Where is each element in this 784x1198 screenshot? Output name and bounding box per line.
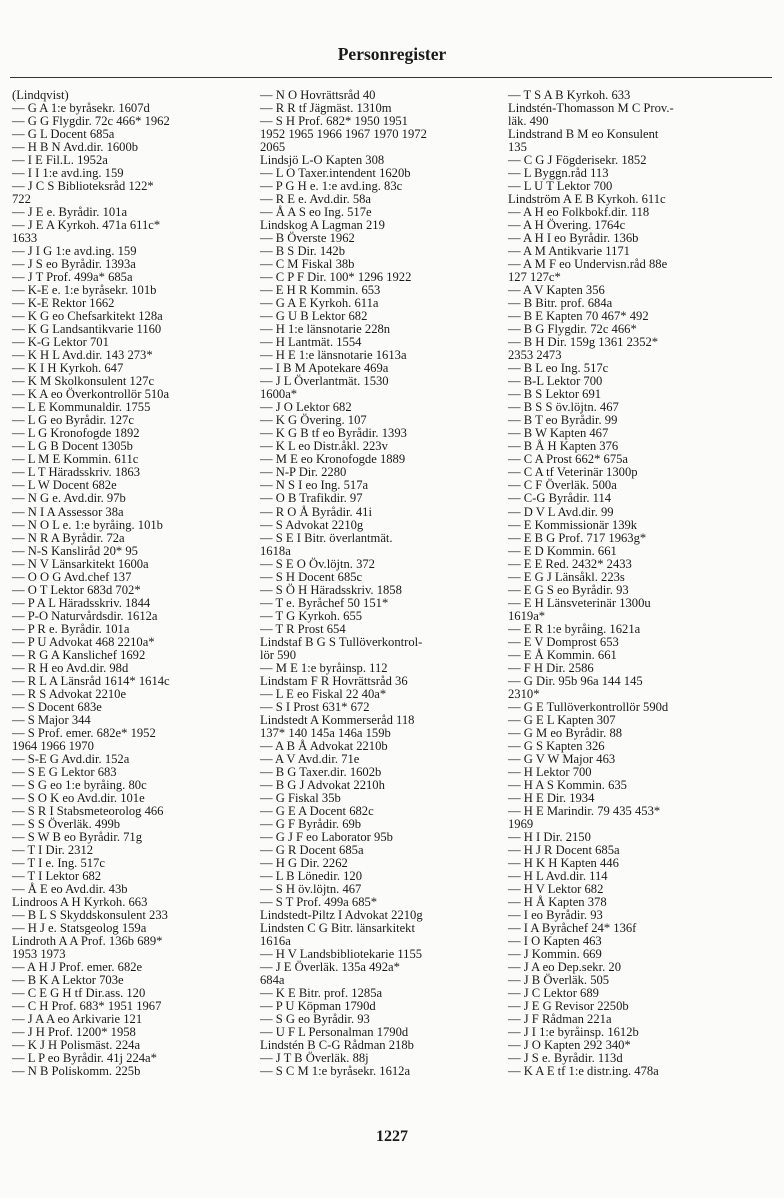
index-entry-line: — I eo Byrådir. 93 xyxy=(508,907,603,922)
index-entry-line: — S Ö H Häradsskriv. 1858 xyxy=(260,582,402,597)
index-entry-line: — B L eo Ing. 517c xyxy=(508,361,609,376)
index-entry-line: — I O Kapten 463 xyxy=(508,934,602,949)
index-entry-line: — E G J Länsåkl. 223s xyxy=(508,569,625,584)
index-entry-line: — R S Advokat 2210e xyxy=(12,686,127,701)
index-entry-line: — G Fiskal 35b xyxy=(260,790,341,805)
index-entry-line: — G F Byrådir. 69b xyxy=(260,816,362,831)
index-entry-line: Lindroth A A Prof. 136b 689* xyxy=(12,934,163,949)
index-entry-line: — K-E e. 1:e byråsekr. 101b xyxy=(12,283,157,298)
index-entry-line: 1952 1965 1966 1967 1970 1972 xyxy=(260,127,427,142)
index-entry-line: — C P F Dir. 100* 1296 1922 xyxy=(260,270,412,285)
index-entry-line: — J I G 1:e avd.ing. 159 xyxy=(12,244,137,259)
index-entry-line: — F H Dir. 2586 xyxy=(508,660,594,675)
index-entry-line: — L U T Lektor 700 xyxy=(508,179,613,194)
index-entry-line: — J A eo Dep.sekr. 20 xyxy=(508,960,621,975)
index-entry-line: 1616a xyxy=(260,934,291,949)
index-entry-line: — S C M 1:e byråsekr. 1612a xyxy=(260,1064,411,1079)
index-entry-line: Lindström A E B Kyrkoh. 611c xyxy=(508,192,666,207)
index-column-3 xyxy=(508,89,774,1078)
index-entry-line: — J I 1:e byråinsp. 1612b xyxy=(508,1025,639,1040)
index-entry-line: — E Å Kommin. 661 xyxy=(508,647,617,662)
index-entry-line: — L B Lönedir. 120 xyxy=(260,868,363,883)
index-entry-line: — J E G Revisor 2250b xyxy=(508,999,629,1014)
index-entry-line: — H Lantmät. 1554 xyxy=(260,335,362,350)
index-entry-line: — B L S Skyddskonsulent 233 xyxy=(12,907,168,922)
index-entry-line: — N O Hovrättsråd 40 xyxy=(260,88,376,102)
index-entry-line: — B T eo Byrådir. 99 xyxy=(508,413,618,428)
index-entry-line: — S Docent 683e xyxy=(12,699,102,714)
index-entry-line: — E B G Prof. 717 1963g* xyxy=(508,530,647,545)
index-entry-line: Lindstedt A Kommerseråd 118 xyxy=(260,712,415,727)
index-entry-line: 1964 1966 1970 xyxy=(12,738,94,753)
index-entry-line: — T I e. Ing. 517c xyxy=(12,855,105,870)
index-entry-line: — P-O Naturvårdsdir. 1612a xyxy=(12,608,158,623)
index-entry-line: — B G J Advokat 2210h xyxy=(260,777,385,792)
index-entry-line: — B H Dir. 159g 1361 2352* xyxy=(508,335,659,350)
index-entry-line: — H Å Kapten 378 xyxy=(508,894,607,909)
index-entry-line: — L G Kronofogde 1892 xyxy=(12,426,140,441)
index-entry-line: — S-E G Avd.dir. 152a xyxy=(12,751,130,766)
index-entry-line: 1953 1973 xyxy=(12,947,66,962)
index-entry-line: — L T Häradsskriv. 1863 xyxy=(12,465,141,480)
index-entry-line: — J S e. Byrådir. 113d xyxy=(508,1051,623,1066)
index-entry-line: — A M F eo Undervisn.råd 88e xyxy=(508,257,668,272)
index-entry-line: — Å E eo Avd.dir. 43b xyxy=(12,881,128,896)
index-entry-line: — C G J Fögderisekr. 1852 xyxy=(508,153,647,168)
index-entry-line: — R H eo Avd.dir. 98d xyxy=(12,660,129,675)
index-entry-line: — N R A Byrådir. 72a xyxy=(12,530,125,545)
index-entry-line: — E D Kommin. 661 xyxy=(508,543,617,558)
index-entry-line: — J O Lektor 682 xyxy=(260,400,352,415)
index-entry-line: Lindskog A Lagman 219 xyxy=(260,218,385,233)
index-entry-line: — C A tf Veterinär 1300p xyxy=(508,465,638,480)
index-entry-line: — A H eo Folkbokf.dir. 118 xyxy=(508,205,650,220)
index-entry-line: 722 xyxy=(12,192,31,207)
index-entry-line: — L G B Docent 1305b xyxy=(12,439,133,454)
index-entry-line: — J F Rådman 221a xyxy=(508,1012,612,1027)
index-entry-line: — G R Docent 685a xyxy=(260,842,364,857)
index-entry-line: — L Byggn.råd 113 xyxy=(508,166,609,181)
index-entry-line: — B W Kapten 467 xyxy=(508,426,609,441)
index-entry-line: — J E A Kyrkoh. 471a 611c* xyxy=(12,218,161,233)
index-entry-line: — T R Prost 654 xyxy=(260,621,346,636)
index-entry-line: — G Dir. 95b 96a 144 145 xyxy=(508,673,643,688)
index-entry-line: — B-L Lektor 700 xyxy=(508,374,603,389)
index-entry-line: — A V Avd.dir. 71e xyxy=(260,751,360,766)
index-entry-line: — S G eo Byrådir. 93 xyxy=(260,1012,370,1027)
index-entry-line: (Lindqvist) xyxy=(12,88,69,102)
index-entry-line: — S T Prof. 499a 685* xyxy=(260,894,378,909)
index-entry-line: — S Advokat 2210g xyxy=(260,517,364,532)
index-entry-line: — K J H Polismäst. 224a xyxy=(12,1038,141,1053)
index-entry-line: — S Major 344 xyxy=(12,712,91,727)
index-entry-line: Lindstaf B G S Tullöverkontrol- xyxy=(260,634,423,649)
index-entry-line: — C F Överläk. 500a xyxy=(508,478,617,493)
index-entry-line: — E H R Kommin. 653 xyxy=(260,283,381,298)
index-entry-line: — M E eo Kronofogde 1889 xyxy=(260,452,406,467)
index-entry-line: — J T Prof. 499a* 685a xyxy=(12,270,133,285)
index-entry-line: — J B Överläk. 505 xyxy=(508,973,610,988)
index-entry-line: — T e. Byråchef 50 151* xyxy=(260,595,389,610)
index-entry-line: — L E eo Fiskal 22 40a* xyxy=(260,686,387,701)
index-entry-line: — G E L Kapten 307 xyxy=(508,712,616,727)
index-entry-line: 137* 140 145a 146a 159b xyxy=(260,725,391,740)
index-entry-line: — H J R Docent 685a xyxy=(508,842,620,857)
index-entry-line: — H A S Kommin. 635 xyxy=(508,777,627,792)
index-entry-line: — K L eo Distr.åkl. 223v xyxy=(260,439,388,454)
index-entry-line: — S S Överläk. 499b xyxy=(12,816,121,831)
index-entry-line: — J Kommin. 669 xyxy=(508,947,602,962)
index-entry-line: — K M Skolkonsulent 127c xyxy=(12,374,155,389)
index-entry-line: — H B N Avd.dir. 1600b xyxy=(12,140,139,155)
index-entry-line: Lindroos A H Kyrkoh. 663 xyxy=(12,894,148,909)
index-entry-line: — S R I Stabsmeteorolog 466 xyxy=(12,803,164,818)
index-entry-line: — P U Advokat 468 2210a* xyxy=(12,634,155,649)
index-entry-line: — O T Lektor 683d 702* xyxy=(12,582,141,597)
index-entry-line: — I I 1:e avd.ing. 159 xyxy=(12,166,124,181)
index-entry-line: — S E I Bitr. överlantmät. xyxy=(260,530,393,545)
index-entry-line: — K G Landsantikvarie 1160 xyxy=(12,322,162,337)
index-entry-line: — R R tf Jägmäst. 1310m xyxy=(260,101,392,116)
index-entry-line: 1600a* xyxy=(260,387,298,402)
index-entry-line: 2065 xyxy=(260,140,286,155)
index-entry-line: lör 590 xyxy=(260,647,297,662)
index-entry-line: — B G Taxer.dir. 1602b xyxy=(260,764,382,779)
index-entry-line: — T G Kyrkoh. 655 xyxy=(260,608,363,623)
index-entry-line: — S I Prost 631* 672 xyxy=(260,699,370,714)
header-rule xyxy=(10,77,772,78)
index-entry-line: 1618a xyxy=(260,543,291,558)
index-entry-line: — S G eo 1:e byråing. 80c xyxy=(12,777,147,792)
index-entry-line: — K H L Avd.dir. 143 273* xyxy=(12,348,153,363)
index-entry-line: — L M E Kommin. 611c xyxy=(12,452,139,467)
index-entry-line: — T I Lektor 682 xyxy=(12,868,102,883)
index-entry-line: — N-S Kansliråd 20* 95 xyxy=(12,543,138,558)
index-entry-line: — I B M Apotekare 469a xyxy=(260,361,389,376)
index-entry-line: Lindstén B C-G Rådman 218b xyxy=(260,1038,414,1053)
index-entry-line: — I E Fil.L. 1952a xyxy=(12,153,108,168)
index-entry-line: — N B Poliskomm. 225b xyxy=(12,1064,141,1079)
index-entry-line: — H E Dir. 1934 xyxy=(508,790,595,805)
index-entry-line: — H V Lektor 682 xyxy=(508,881,604,896)
index-entry-line: — A H I eo Byrådir. 136b xyxy=(508,231,639,246)
index-entry-line: — G V W Major 463 xyxy=(508,751,616,766)
index-entry-line: — T I Dir. 2312 xyxy=(12,842,94,857)
index-entry-line: — A B Å Advokat 2210b xyxy=(260,738,388,753)
index-entry-line: 1633 xyxy=(12,231,38,246)
index-entry-line: — H 1:e länsnotarie 228n xyxy=(260,322,391,337)
index-entry-line: — J A A eo Arkivarie 121 xyxy=(12,1012,143,1027)
index-entry-line: — L G eo Byrådir. 127c xyxy=(12,413,134,428)
index-entry-line: — L P eo Byrådir. 41j 224a* xyxy=(12,1051,157,1066)
index-entry-line: — E E Red. 2432* 2433 xyxy=(508,556,632,571)
index-entry-line: Lindstam F R Hovrättsråd 36 xyxy=(260,673,408,688)
index-entry-line: — G J F eo Laborator 95b xyxy=(260,829,393,844)
index-entry-line: — N G e. Avd.dir. 97b xyxy=(12,491,126,506)
index-entry-line: — J O Kapten 292 340* xyxy=(508,1038,631,1053)
index-entry-line: — P G H e. 1:e avd.ing. 83c xyxy=(260,179,403,194)
index-entry-line: — B Bitr. prof. 684a xyxy=(508,296,613,311)
index-entry-line: — O O G Avd.chef 137 xyxy=(12,569,132,584)
index-entry-line: — L W Docent 682e xyxy=(12,478,117,493)
index-entry-line: — J H Prof. 1200* 1958 xyxy=(12,1025,136,1040)
index-entry-line: 135 xyxy=(508,140,527,155)
index-entry-line: — N-P Dir. 2280 xyxy=(260,465,347,480)
index-entry-line: — G A E Kyrkoh. 611a xyxy=(260,296,379,311)
index-entry-line: — R G A Kanslichef 1692 xyxy=(12,647,146,662)
index-entry-line: — E H Länsveterinär 1300u xyxy=(508,595,651,610)
index-entry-line: — K-G Lektor 701 xyxy=(12,335,109,350)
index-entry-line: 2353 2473 xyxy=(508,348,562,363)
index-entry-line: — N I A Assessor 38a xyxy=(12,504,124,519)
index-entry-line: — S H Docent 685c xyxy=(260,569,363,584)
index-entry-line: läk. 490 xyxy=(508,114,549,129)
index-entry-line: — K I H Kyrkoh. 647 xyxy=(12,361,124,376)
index-entry-line: — S O K eo Avd.dir. 101e xyxy=(12,790,145,805)
index-entry-line: — B E Kapten 70 467* 492 xyxy=(508,309,649,324)
index-entry-line: — J C S Biblioteksråd 122* xyxy=(12,179,154,194)
index-entry-line: — D V L Avd.dir. 99 xyxy=(508,504,614,519)
index-entry-line: Lindstrand B M eo Konsulent xyxy=(508,127,659,142)
index-entry-line: — G E Tullöverkontrollör 590d xyxy=(508,699,669,714)
index-entry-line: — B S S öv.löjtn. 467 xyxy=(508,400,619,415)
index-entry-line: Lindsjö L-O Kapten 308 xyxy=(260,153,385,168)
index-entry-line: — K A E tf 1:e distr.ing. 478a xyxy=(508,1064,659,1079)
index-entry-line: — S H Prof. 682* 1950 1951 xyxy=(260,114,408,129)
index-entry-line: — A V Kapten 356 xyxy=(508,283,605,298)
index-column-1 xyxy=(12,89,257,1078)
index-entry-line: — G E A Docent 682c xyxy=(260,803,374,818)
index-entry-line: — K-E Rektor 1662 xyxy=(12,296,115,311)
page-header-title: Personregister xyxy=(337,44,447,64)
index-entry-line: — C-G Byrådir. 114 xyxy=(508,491,612,506)
index-entry-line: — C H Prof. 683* 1951 1967 xyxy=(12,999,162,1014)
index-entry-line: — H V Landsbibliotekarie 1155 xyxy=(260,947,423,962)
index-entry-line: Lindsten C G Bitr. länsarkitekt xyxy=(260,921,415,935)
index-entry-line: 2310* xyxy=(508,686,540,701)
index-entry-line: — H K H Kapten 446 xyxy=(508,855,619,870)
index-entry-line: — A M Antikvarie 1171 xyxy=(508,244,630,259)
index-entry-line: — G G Flygdir. 72c 466* 1962 xyxy=(12,114,170,129)
index-entry-line: — H I Dir. 2150 xyxy=(508,829,591,844)
index-entry-line: — J E e. Byrådir. 101a xyxy=(12,205,128,220)
index-entry-line: — C E G H tf Dir.ass. 120 xyxy=(12,986,146,1001)
index-entry-line: — J L Överlantmät. 1530 xyxy=(260,374,389,389)
index-entry-line: Lindstén-Thomasson M C Prov.- xyxy=(508,101,674,116)
index-entry-line: — N V Länsarkitekt 1600a xyxy=(12,556,149,571)
index-entry-line: — B Överste 1962 xyxy=(260,231,355,246)
index-entry-line: — G S Kapten 326 xyxy=(508,738,605,753)
index-entry-line: — E Kommissionär 139k xyxy=(508,517,638,532)
index-entry-line: — H L Avd.dir. 114 xyxy=(508,868,608,883)
index-entry-line: — P A L Häradsskriv. 1844 xyxy=(12,595,151,610)
index-entry-line: — K G Övering. 107 xyxy=(260,413,367,428)
index-entry-line: — O B Trafikdir. 97 xyxy=(260,491,363,506)
index-entry-line: — G A 1:e byråsekr. 1607d xyxy=(12,101,150,116)
index-entry-line: — C M Fiskal 38b xyxy=(260,257,355,272)
index-entry-line: — J E Överläk. 135a 492a* xyxy=(260,960,400,975)
index-entry-line: — M E 1:e byråinsp. 112 xyxy=(260,660,388,675)
index-entry-line: — L E Kommunaldir. 1755 xyxy=(12,400,151,415)
index-entry-line: 127 127c* xyxy=(508,270,561,285)
index-entry-line: — I A Byråchef 24* 136f xyxy=(508,921,637,935)
index-entry-line: — K G eo Chefsarkitekt 128a xyxy=(12,309,163,324)
index-entry-line: — H E Marindir. 79 435 453* xyxy=(508,803,661,818)
page-number: 1227 xyxy=(376,1128,408,1145)
index-entry-line: — L O Taxer.intendent 1620b xyxy=(260,166,411,181)
index-entry-line: — S Prof. emer. 682e* 1952 xyxy=(12,725,156,740)
index-entry-line: — Å A S eo Ing. 517e xyxy=(260,205,372,220)
index-entry-line: 1969 xyxy=(508,816,534,831)
index-entry-line: — C A Prost 662* 675a xyxy=(508,452,629,467)
index-entry-line: — N O L e. 1:e byråing. 101b xyxy=(12,517,163,532)
index-entry-line: — A H Övering. 1764c xyxy=(508,218,626,233)
index-entry-line: — R O Å Byrådir. 41i xyxy=(260,504,372,519)
index-entry-line: — S H öv.löjtn. 467 xyxy=(260,881,362,896)
index-entry-line: — E V Domprost 653 xyxy=(508,634,619,649)
index-column-2 xyxy=(260,89,503,1078)
index-entry-line: — J T B Överläk. 88j xyxy=(260,1051,369,1066)
index-entry-line: — G M eo Byrådir. 88 xyxy=(508,725,623,740)
index-entry-line: — S E G Lektor 683 xyxy=(12,764,117,779)
index-entry-line: — E R 1:e byråing. 1621a xyxy=(508,621,641,636)
index-entry-line: — R L A Länsråd 1614* 1614c xyxy=(12,673,170,688)
index-entry-line: — U F L Personalman 1790d xyxy=(260,1025,409,1040)
index-entry-line: — H E 1:e länsnotarie 1613a xyxy=(260,348,407,363)
index-entry-line: — A H J Prof. emer. 682e xyxy=(12,960,143,975)
index-entry-line: — B K A Lektor 703e xyxy=(12,973,124,988)
index-entry-line: — H Lektor 700 xyxy=(508,764,592,779)
index-entry-line: — B S Dir. 142b xyxy=(260,244,346,259)
index-entry-line: — B Å H Kapten 376 xyxy=(508,439,619,454)
index-entry-line: Lindstedt-Piltz I Advokat 2210g xyxy=(260,907,423,922)
index-entry-line: — T S A B Kyrkoh. 633 xyxy=(508,88,631,102)
index-entry-line: — G L Docent 685a xyxy=(12,127,115,142)
index-entry-line: — E G S eo Byrådir. 93 xyxy=(508,582,629,597)
index-entry-line: — K G B tf eo Byrådir. 1393 xyxy=(260,426,407,441)
index-entry-line: — G U B Lektor 682 xyxy=(260,309,368,324)
index-entry-line: — J C Lektor 689 xyxy=(508,986,599,1001)
index-entry-line: — J S eo Byrådir. 1393a xyxy=(12,257,136,272)
index-entry-line: — P U Köpman 1790d xyxy=(260,999,376,1014)
index-entry-line: — K A eo Överkontrollör 510a xyxy=(12,387,170,402)
index-entry-line: — B G Flygdir. 72c 466* xyxy=(508,322,637,337)
index-entry-line: — K E Bitr. prof. 1285a xyxy=(260,986,383,1001)
index-entry-line: — N S I eo Ing. 517a xyxy=(260,478,369,493)
index-entry-line: 1619a* xyxy=(508,608,546,623)
index-entry-line: — H G Dir. 2262 xyxy=(260,855,348,870)
index-entry-line: 684a xyxy=(260,973,285,988)
index-entry-line: — P R e. Byrådir. 101a xyxy=(12,621,130,636)
index-entry-line: — R E e. Avd.dir. 58a xyxy=(260,192,371,207)
index-entry-line: — H J e. Statsgeolog 159a xyxy=(12,921,147,935)
index-entry-line: — B S Lektor 691 xyxy=(508,387,602,402)
index-entry-line: — S E O Öv.löjtn. 372 xyxy=(260,556,375,571)
index-entry-line: — S W B eo Byrådir. 71g xyxy=(12,829,143,844)
